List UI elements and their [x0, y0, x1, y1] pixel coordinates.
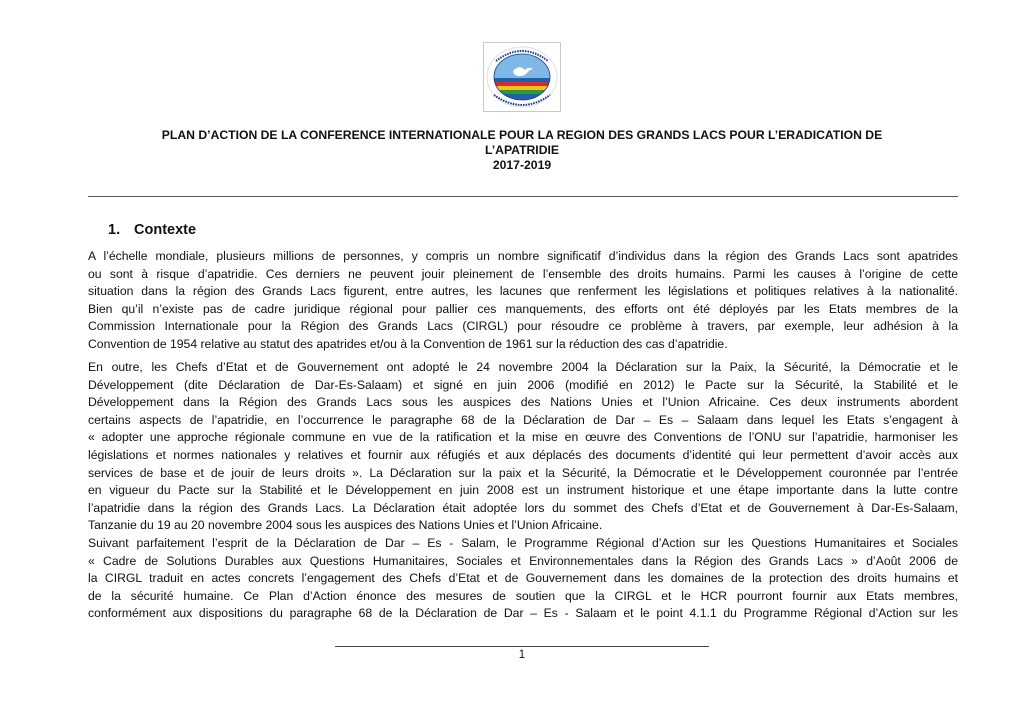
paragraph-line: Convention de 1954 relative au statut des apatrides et/ou à la Convention de 1961 sur la réduction des cas d’apatridie. [88, 336, 728, 351]
paragraph-line: certains aspects de l’apatridie, en l’occurrence le paragraphe 68 de la Déclaration de Dar – Es – Salaam dans lequel les Etats s’engagent à [88, 412, 958, 427]
paragraph-line: en vigueur du Pacte sur la Stabilité et le Développement en juin 2008 est un instrument historique et une étape importante dans la lutte contre [88, 483, 958, 498]
page-number: 1 [518, 649, 526, 661]
document-title [90, 128, 954, 173]
title-divider [88, 196, 958, 197]
paragraph-line: Tanzanie du 19 au 20 novembre 2004 sous les auspices des Nations Unies et l’Union Africaine. [88, 518, 603, 533]
section-heading [108, 222, 196, 238]
paragraph-line: situation dans la région des Grands Lacs figurent, entre autres, les lacunes que renferment les législations et politiques relatives à la nationalité. [88, 284, 958, 299]
paragraph-1 [88, 248, 958, 354]
paragraph-3 [88, 535, 958, 623]
paragraph-line: l’apatridie dans la région des Grands Lacs. La Déclaration était adoptée lors du sommet des Chefs d’Etat et de Gouvernement à Dar-Es-Salaam, [88, 500, 958, 515]
paragraph-line: de la sécurité humaine. Ce Plan d’Action énonce des mesures de soutien que la CIRGL et le HCR pourront fournir aux Etats membres, [88, 588, 958, 603]
paragraph-line: « adopter une approche régionale commune en vue de la ratification et la mise en œuvre des Conventions de l’ONU sur l’apatridie, harmoniser les [88, 430, 958, 445]
paragraph-line: En outre, les Chefs d’Etat et de Gouvernement ont adopté le 24 novembre 2004 la Déclaration sur la Paix, la Sécurité, la Démocratie et le [88, 360, 958, 374]
paragraph-line: Suivant parfaitement l’esprit de la Déclaration de Dar – Es - Salam, le Programme Régional d’Action sur les Questions Humanitaires et Sociales [88, 536, 958, 550]
title-line-2: L’APATRIDIE [484, 143, 560, 157]
icglr-logo-emblem [484, 43, 560, 111]
paragraph-line: législations et normes nationales y relatives et fournir aux réfugiés et aux déplacés des documents d’identité qui leur permettent d’avoir accès aux [88, 447, 958, 462]
title-line-1: PLAN D’ACTION DE LA CONFERENCE INTERNATIONALE POUR LA REGION DES GRANDS LACS POUR L’ERADICATION DE [161, 128, 883, 142]
footer-divider [335, 646, 709, 647]
paragraph-line: Bien qu’il n’existe pas de cadre juridique régional pour pallier ces manquements, des efforts ont été déployés par les Etats membres de la [88, 301, 958, 316]
section-number: 1. [108, 222, 121, 238]
paragraph-line: Développement (dite Déclaration de Dar-Es-Salaam) et signé en juin 2006 (modifié en 2012) le Pacte sur la Sécurité, la Stabilité et le [88, 377, 958, 392]
paragraph-line: « Cadre de Solutions Durables aux Questions Humanitaires, Sociales et Environnementales dans la Région des Grands Lacs » d’Août 2006 de [88, 553, 958, 568]
title-years: 2017-2019 [492, 158, 552, 172]
paragraph-line: services de base et de jouir de leurs droits ». La Déclaration sur la paix et la Sécurité, la Démocratie et le Développement couronnée par l’entrée [88, 465, 958, 480]
paragraph-line: la CIRGL traduit en actes concrets l’engagement des Chefs d’Etat et de Gouvernement dans les domaines de la protection des droits humains et [88, 571, 958, 586]
icglr-logo [483, 42, 561, 112]
paragraph-line: Commission Internationale pour la Région des Grands Lacs (CIRGL) pour résoudre ce problème à travers, par exemple, leur adhésion à la [88, 319, 958, 334]
paragraph-line: Développement dans la Région des Grands Lacs sous les auspices des Nations Unies et l’Union Africaine. Ces deux instruments abordent [88, 395, 958, 410]
paragraph-2 [88, 359, 958, 535]
paragraph-line: ou sont à risque d’apatridie. Ces derniers ne peuvent jouir pleinement de l’ensemble des droits humains. Parmi les causes à l’origine de cette [88, 266, 958, 281]
paragraph-line: A l’échelle mondiale, plusieurs millions de personnes, y compris un nombre significatif d’individus dans la région des Grands Lacs sont apatrides [88, 249, 958, 263]
paragraph-line: conformément aux dispositions du paragraphe 68 de la Déclaration de Dar – Es - Salaam et le point 4.1.1 du Programme Régional d’Action sur les [88, 606, 958, 621]
section-title: Contexte [134, 222, 197, 238]
